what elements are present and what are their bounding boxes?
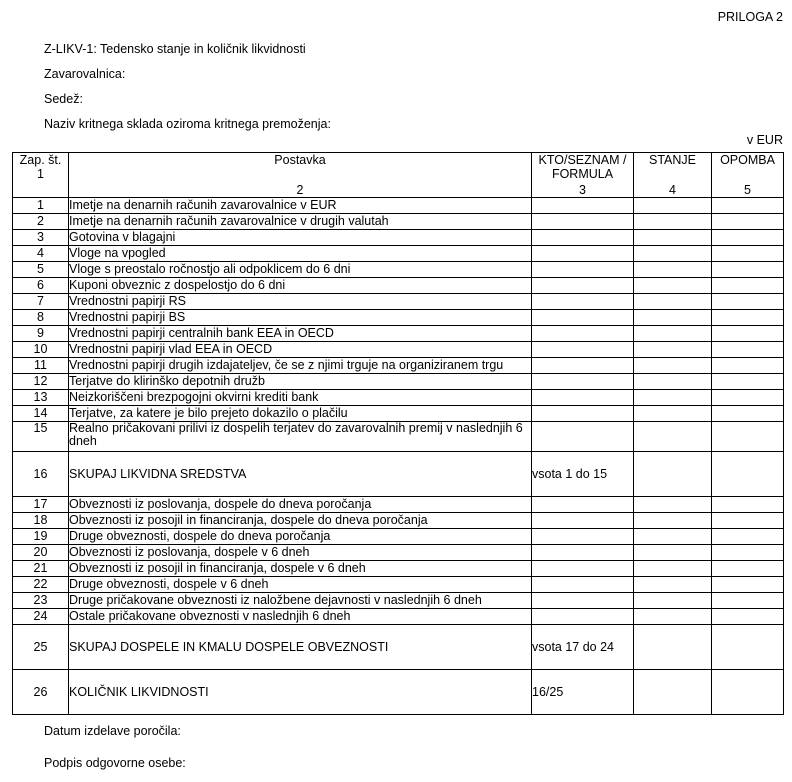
- row-note-cell[interactable]: [712, 246, 784, 262]
- row-number-cell: 14: [13, 406, 69, 422]
- row-formula-cell: [532, 577, 634, 593]
- row-item-cell: Obveznosti iz posojil in financiranja, dospele do dneva poročanja: [69, 513, 532, 529]
- col-header-number: 2: [296, 183, 304, 197]
- row-balance-cell[interactable]: [634, 497, 712, 513]
- row-item-cell: Imetje na denarnih računih zavarovalnice v EUR: [69, 198, 532, 214]
- row-number-cell: 10: [13, 342, 69, 358]
- col-header-label: OPOMBA: [720, 153, 775, 167]
- row-number-cell: 16: [13, 452, 69, 497]
- row-number-cell: 20: [13, 545, 69, 561]
- col-header-label: Zap. št.: [19, 153, 62, 167]
- row-item-cell: Neizkoriščeni brezpogojni okvirni krediti bank: [69, 390, 532, 406]
- row-formula-cell: [532, 198, 634, 214]
- row-formula-cell: vsota 1 do 15: [532, 452, 634, 497]
- row-formula-cell: [532, 358, 634, 374]
- row-item-cell: Vloge na vpogled: [69, 246, 532, 262]
- row-formula-cell: [532, 326, 634, 342]
- col-header-label: STANJE: [649, 153, 696, 167]
- row-item-cell: Terjatve do klirinško depotnih družb: [69, 374, 532, 390]
- row-item-cell: Vrednostni papirji centralnih bank EEA in OECD: [69, 326, 532, 342]
- table-body: [13, 198, 784, 715]
- row-number-cell: 1: [13, 198, 69, 214]
- row-formula-cell: [532, 214, 634, 230]
- row-number-cell: 13: [13, 390, 69, 406]
- row-balance-cell[interactable]: [634, 561, 712, 577]
- row-number-cell: 17: [13, 497, 69, 513]
- row-item-cell: Gotovina v blagajni: [69, 230, 532, 246]
- col-header-number: 3: [579, 183, 586, 197]
- row-balance-cell[interactable]: [634, 593, 712, 609]
- row-item-cell: Kuponi obveznic z dospelostjo do 6 dni: [69, 278, 532, 294]
- col-header-item: [69, 153, 532, 198]
- table-row: [13, 374, 784, 390]
- row-note-cell[interactable]: [712, 422, 784, 452]
- row-balance-cell[interactable]: [634, 670, 712, 715]
- row-item-cell: Druge pričakovane obveznosti iz naložbene dejavnosti v naslednjih 6 dneh: [69, 593, 532, 609]
- row-balance-cell[interactable]: [634, 577, 712, 593]
- row-balance-cell[interactable]: [634, 326, 712, 342]
- row-item-cell: Ostale pričakovane obveznosti v naslednjih 6 dneh: [69, 609, 532, 625]
- row-number-cell: 22: [13, 577, 69, 593]
- row-note-cell[interactable]: [712, 625, 784, 670]
- row-formula-cell: [532, 545, 634, 561]
- table-row: [13, 513, 784, 529]
- col-header-formula: [532, 153, 634, 198]
- fund-label: Naziv kritnega sklada oziroma kritnega premoženja:: [44, 117, 331, 131]
- table-row: [13, 326, 784, 342]
- row-formula-cell: [532, 561, 634, 577]
- row-item-cell: Vrednostni papirji vlad EEA in OECD: [69, 342, 532, 358]
- row-note-cell[interactable]: [712, 214, 784, 230]
- table-row: [13, 625, 784, 670]
- row-note-cell[interactable]: [712, 577, 784, 593]
- table-row: [13, 342, 784, 358]
- row-note-cell[interactable]: [712, 198, 784, 214]
- row-number-cell: 24: [13, 609, 69, 625]
- row-note-cell[interactable]: [712, 326, 784, 342]
- row-note-cell[interactable]: [712, 529, 784, 545]
- row-balance-cell[interactable]: [634, 545, 712, 561]
- insurer-label: Zavarovalnica:: [44, 67, 126, 81]
- row-balance-cell[interactable]: [634, 529, 712, 545]
- row-item-cell: KOLIČNIK LIKVIDNOSTI: [69, 670, 532, 715]
- row-item-cell: SKUPAJ DOSPELE IN KMALU DOSPELE OBVEZNOSTI: [69, 625, 532, 670]
- table-row: [13, 262, 784, 278]
- row-number-cell: 11: [13, 358, 69, 374]
- row-balance-cell[interactable]: [634, 513, 712, 529]
- signature-label: Podpis odgovorne osebe:: [44, 756, 186, 770]
- table-row: [13, 278, 784, 294]
- row-formula-cell: [532, 609, 634, 625]
- table-row: [13, 577, 784, 593]
- row-formula-cell: [532, 390, 634, 406]
- row-item-cell: Druge obveznosti, dospele v 6 dneh: [69, 577, 532, 593]
- annex-label: PRILOGA 2: [717, 10, 783, 24]
- row-balance-cell[interactable]: [634, 294, 712, 310]
- col-header-balance: [634, 153, 712, 198]
- row-note-cell[interactable]: [712, 452, 784, 497]
- row-formula-cell: 16/25: [532, 670, 634, 715]
- row-note-cell[interactable]: [712, 278, 784, 294]
- table-row: [13, 422, 784, 452]
- row-item-cell: Vrednostni papirji BS: [69, 310, 532, 326]
- form-title: Z-LIKV-1: Tedensko stanje in količnik likvidnosti: [44, 42, 306, 56]
- col-header-number: 4: [669, 183, 676, 197]
- row-number-cell: 8: [13, 310, 69, 326]
- row-number-cell: 2: [13, 214, 69, 230]
- row-balance-cell[interactable]: [634, 246, 712, 262]
- row-note-cell[interactable]: [712, 390, 784, 406]
- table-row: [13, 406, 784, 422]
- row-note-cell[interactable]: [712, 406, 784, 422]
- row-number-cell: 19: [13, 529, 69, 545]
- report-date-label: Datum izdelave poročila:: [44, 724, 181, 738]
- table-row: [13, 198, 784, 214]
- row-balance-cell[interactable]: [634, 422, 712, 452]
- col-header-number: 1: [37, 167, 44, 181]
- col-header-note: [712, 153, 784, 198]
- row-formula-cell: vsota 17 do 24: [532, 625, 634, 670]
- row-balance-cell[interactable]: [634, 452, 712, 497]
- table-row: [13, 452, 784, 497]
- row-formula-cell: [532, 230, 634, 246]
- row-note-cell[interactable]: [712, 342, 784, 358]
- currency-label: v EUR: [746, 133, 783, 147]
- row-item-cell: Imetje na denarnih računih zavarovalnice v drugih valutah: [69, 214, 532, 230]
- row-number-cell: 6: [13, 278, 69, 294]
- row-formula-cell: [532, 310, 634, 326]
- col-header-label: KTO/SEZNAM /FORMULA: [538, 153, 627, 181]
- row-note-cell[interactable]: [712, 374, 784, 390]
- liquidity-table: [12, 152, 784, 715]
- table-row: [13, 358, 784, 374]
- row-note-cell[interactable]: [712, 358, 784, 374]
- col-header-label: Postavka: [274, 153, 326, 167]
- row-formula-cell: [532, 246, 634, 262]
- row-formula-cell: [532, 294, 634, 310]
- row-formula-cell: [532, 497, 634, 513]
- row-balance-cell[interactable]: [634, 278, 712, 294]
- table-row: [13, 294, 784, 310]
- row-balance-cell[interactable]: [634, 374, 712, 390]
- row-number-cell: 3: [13, 230, 69, 246]
- table-row: [13, 230, 784, 246]
- row-number-cell: 5: [13, 262, 69, 278]
- row-note-cell[interactable]: [712, 294, 784, 310]
- row-balance-cell[interactable]: [634, 342, 712, 358]
- row-balance-cell[interactable]: [634, 198, 712, 214]
- row-note-cell[interactable]: [712, 670, 784, 715]
- row-item-cell: Terjatve, za katere je bilo prejeto dokazilo o plačilu: [69, 406, 532, 422]
- row-formula-cell: [532, 278, 634, 294]
- col-header-number: 5: [744, 183, 751, 197]
- row-item-cell: Druge obveznosti, dospele do dneva poročanja: [69, 529, 532, 545]
- row-balance-cell[interactable]: [634, 358, 712, 374]
- row-item-cell: Obveznosti iz posojil in financiranja, dospele v 6 dneh: [69, 561, 532, 577]
- row-balance-cell[interactable]: [634, 230, 712, 246]
- row-item-cell: Realno pričakovani prilivi iz dospelih terjatev do zavarovalnih premij v naslednjih 6 dneh: [69, 422, 532, 452]
- row-number-cell: 15: [13, 422, 69, 452]
- row-number-cell: 26: [13, 670, 69, 715]
- row-formula-cell: [532, 529, 634, 545]
- table-row: [13, 545, 784, 561]
- row-balance-cell[interactable]: [634, 406, 712, 422]
- row-balance-cell[interactable]: [634, 214, 712, 230]
- seat-label: Sedež:: [44, 92, 83, 106]
- row-note-cell[interactable]: [712, 593, 784, 609]
- row-balance-cell[interactable]: [634, 609, 712, 625]
- table-row: [13, 593, 784, 609]
- row-note-cell[interactable]: [712, 262, 784, 278]
- row-formula-cell: [532, 342, 634, 358]
- row-formula-cell: [532, 262, 634, 278]
- table-row: [13, 390, 784, 406]
- row-number-cell: 25: [13, 625, 69, 670]
- row-formula-cell: [532, 374, 634, 390]
- row-note-cell[interactable]: [712, 230, 784, 246]
- row-number-cell: 7: [13, 294, 69, 310]
- row-item-cell: Vrednostni papirji RS: [69, 294, 532, 310]
- row-number-cell: 21: [13, 561, 69, 577]
- row-note-cell[interactable]: [712, 561, 784, 577]
- table-header-row: [13, 153, 784, 198]
- table-row: [13, 670, 784, 715]
- row-note-cell[interactable]: [712, 609, 784, 625]
- row-item-cell: Obveznosti iz poslovanja, dospele v 6 dneh: [69, 545, 532, 561]
- col-header-no: [13, 153, 69, 198]
- row-balance-cell[interactable]: [634, 625, 712, 670]
- row-formula-cell: [532, 422, 634, 452]
- table-row: [13, 497, 784, 513]
- row-balance-cell[interactable]: [634, 262, 712, 278]
- row-item-cell: Obveznosti iz poslovanja, dospele do dneva poročanja: [69, 497, 532, 513]
- row-note-cell[interactable]: [712, 497, 784, 513]
- table-row: [13, 214, 784, 230]
- table-row: [13, 609, 784, 625]
- row-formula-cell: [532, 513, 634, 529]
- row-balance-cell[interactable]: [634, 390, 712, 406]
- row-number-cell: 18: [13, 513, 69, 529]
- row-formula-cell: [532, 406, 634, 422]
- row-note-cell[interactable]: [712, 513, 784, 529]
- table-row: [13, 561, 784, 577]
- row-formula-cell: [532, 593, 634, 609]
- row-note-cell[interactable]: [712, 310, 784, 326]
- row-number-cell: 4: [13, 246, 69, 262]
- row-number-cell: 23: [13, 593, 69, 609]
- table-row: [13, 310, 784, 326]
- row-number-cell: 9: [13, 326, 69, 342]
- row-item-cell: Vrednostni papirji drugih izdajateljev, če se z njimi trguje na organiziranem trgu: [69, 358, 532, 374]
- row-balance-cell[interactable]: [634, 310, 712, 326]
- table-row: [13, 529, 784, 545]
- row-note-cell[interactable]: [712, 545, 784, 561]
- table-row: [13, 246, 784, 262]
- row-item-cell: SKUPAJ LIKVIDNA SREDSTVA: [69, 452, 532, 497]
- row-item-cell: Vloge s preostalo ročnostjo ali odpoklicem do 6 dni: [69, 262, 532, 278]
- row-number-cell: 12: [13, 374, 69, 390]
